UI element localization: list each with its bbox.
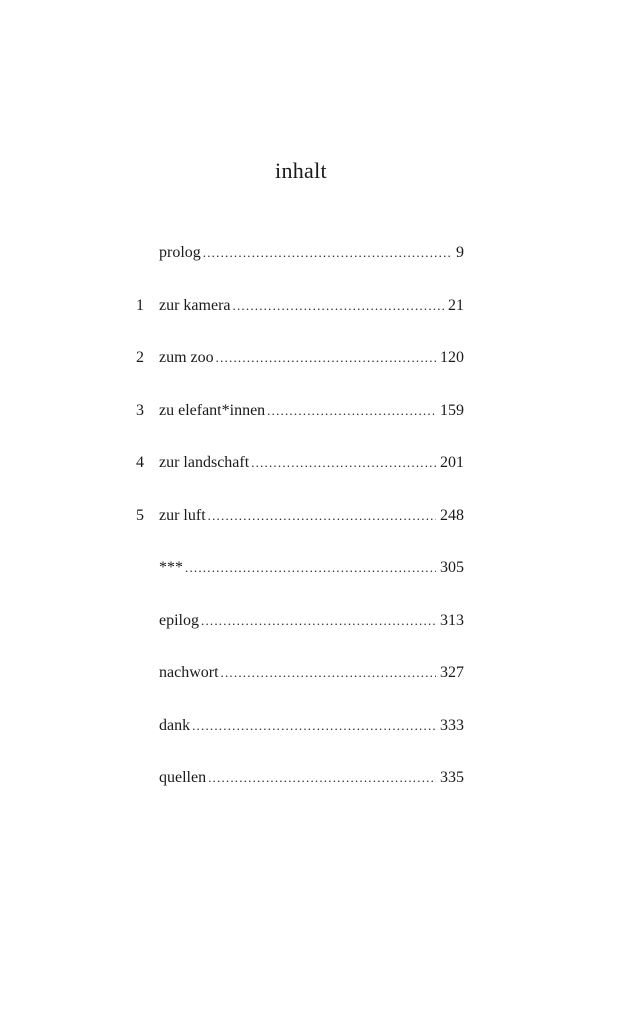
chapter-title: quellen — [159, 769, 207, 786]
dot-leader — [208, 763, 436, 793]
chapter-title: epilog — [159, 611, 199, 629]
dot-leader — [216, 343, 436, 373]
toc-line — [159, 658, 464, 688]
page-number: 159 — [440, 401, 464, 419]
toc-line — [159, 553, 464, 583]
chapter-title: zu elefant*innen — [159, 401, 266, 419]
toc-entry-zur-landschaft — [0, 448, 622, 501]
chapter-number: 1 — [136, 296, 144, 314]
page-title: inhalt — [275, 158, 327, 183]
chapter-title: zur kamera — [159, 296, 231, 314]
chapter-number: 5 — [136, 506, 144, 524]
dot-leader — [192, 711, 436, 741]
toc-line — [159, 606, 464, 636]
chapter-title: zur landschaft — [159, 454, 250, 471]
toc-line — [159, 763, 464, 793]
toc-line — [159, 711, 464, 741]
dot-leader — [201, 606, 436, 636]
toc-entry-epilog — [0, 606, 622, 659]
toc-line — [159, 238, 464, 268]
dot-leader — [208, 501, 436, 531]
page-number: 313 — [440, 611, 464, 629]
page-number: 327 — [440, 664, 464, 681]
toc-line — [159, 501, 464, 531]
page-number: 21 — [448, 296, 464, 314]
chapter-title: prolog — [159, 244, 201, 261]
toc-line — [159, 396, 464, 426]
toc-entry-prolog — [0, 238, 622, 291]
toc-line — [159, 448, 464, 478]
page-number: 333 — [440, 716, 464, 734]
page-number: 120 — [440, 349, 464, 366]
dot-leader — [267, 396, 436, 426]
chapter-title: nachwort — [159, 664, 219, 681]
dot-leader — [221, 658, 436, 688]
dot-leader — [233, 291, 444, 321]
dot-leader — [251, 448, 436, 478]
dot-leader — [203, 238, 452, 268]
chapter-number: 2 — [136, 349, 144, 366]
page-number: 201 — [440, 454, 464, 471]
chapter-number: 4 — [136, 454, 144, 471]
table-of-contents — [0, 238, 622, 816]
page-number: 248 — [440, 506, 464, 524]
chapter-title: zur luft — [159, 506, 206, 524]
page-number: 305 — [440, 559, 464, 576]
chapter-title: *** — [159, 559, 183, 576]
toc-entry-zur-kamera — [0, 291, 622, 344]
toc-line — [159, 291, 464, 321]
chapter-number: 3 — [136, 401, 144, 419]
chapter-title: zum zoo — [159, 349, 214, 366]
toc-entry-quellen — [0, 763, 622, 816]
toc-entry-nachwort — [0, 658, 622, 711]
toc-entry-zum-zoo — [0, 343, 622, 396]
toc-entry-dank — [0, 711, 622, 764]
toc-entry-zu-elefantinnen — [0, 396, 622, 449]
chapter-title: dank — [159, 716, 191, 734]
dot-leader — [185, 553, 436, 583]
page-number: 9 — [456, 244, 464, 261]
toc-entry-asterisks — [0, 553, 622, 606]
toc-entry-zur-luft — [0, 501, 622, 554]
page-number: 335 — [440, 769, 464, 786]
toc-line — [159, 343, 464, 373]
